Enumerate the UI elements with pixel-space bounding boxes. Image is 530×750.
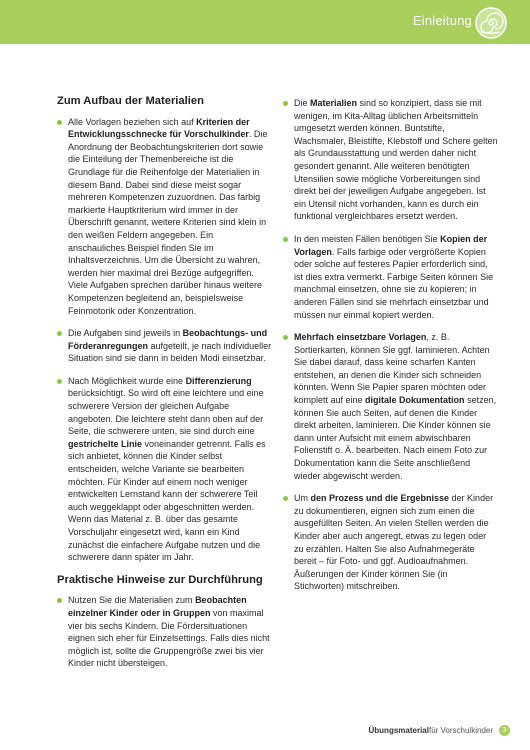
chapter-tab bbox=[390, 0, 530, 44]
page-number: 3 bbox=[499, 725, 510, 736]
list-item: Um den Prozess und die Ergebnisse der Kinder zu dokumentieren, eignen sich zum einen die ausgefüllten Seiten. An vielen Stellen werden die Kinder aber auch angeregt, etwas zu legen oder zu erzählen. Halten Sie also Aufnahmegeräte bereit – für Foto- und ggf. Audioaufnahmen. Äußerungen der Kinder können Sie (in Stichworten) mitschreiben. bbox=[283, 492, 498, 593]
footer-title: für Vorschulkinder bbox=[428, 726, 493, 735]
footer-brand: Übungsmaterial bbox=[368, 726, 429, 735]
bullet-dot bbox=[283, 237, 288, 242]
right-column bbox=[283, 97, 498, 603]
page-footer bbox=[369, 725, 511, 736]
list-item: Die Aufgaben sind jeweils in Beobachtungs- und Förderanregungen aufgeteilt, je nach individueller Situation sind sie dann in beiden Modi einsetzbar. bbox=[57, 327, 272, 365]
list-item: Alle Vorlagen beziehen sich auf Kriterien der Entwicklungsschnecke für Vorschulkinder. Die Anordnung der Beobachtungskriterien dort sowie die Einteilung der Themenbereiche ist die Grundlage für die Reihenfolge der Materialien in diesem Band. Dabei sind diese meist sogar mehreren Kompetenzen zuzuordnen. Das farbig markierte Hauptkriterium wird immer in der Überschrift genannt, weitere Kriterien sind klein in den weißen Feldern angegeben. Ein anschauliches Beispiel finden Sie im Inhaltsverzeichnis. Um die Übersicht zu wahren, werden hier maximal drei Bezüge aufgegriffen. Viele Aufgaben sprechen darüber hinaus weitere Kompetenzen begleitend an, beispielsweise Feinmotorik oder Konzentration. bbox=[57, 116, 272, 318]
snail-icon bbox=[474, 6, 508, 40]
bullet-dot bbox=[283, 101, 288, 106]
section-title-hinweise: Praktische Hinweise zur Durchführung bbox=[57, 573, 263, 586]
list-item: Nach Möglichkeit wurde eine Differenzierung berücksichtigt. So wird oft eine leichtere und eine schwerere Version der gleichen Aufgabe angeboten. Die leichtere steht dann oben auf der Seite, die schwerere unten, sie sind durch eine gestrichelte Linie voneinander getrennt. Falls es sich anbietet, können die Kinder selbst entscheiden, welche Variante sie bearbeiten möchten. Für Kinder auf einem noch weniger entwickelten Lernstand kann der schwerere Teil auch weggeklappt oder abgeschnitten werden. Wenn das Material z. B. über das gesamte Vorschuljahr eingesetzt wird, kann ein Kind zunächst die einfachere Aufgabe nutzen und die schwerere dann später im Jahr. bbox=[57, 375, 272, 564]
list-item: Die Materialien sind so konzipiert, dass sie mit wenigen, im Kita-Alltag üblichen Arbeitsmitteln umgesetzt werden können. Buntstifte, Wachsmaler, Bleistifte, Klebstoff und Schere gelten als Grundausstattung und werden daher nicht gesondert genannt. Alle weiteren benötigten Utensilien sowie mögliche Vorbereitungen sind direkt bei der jeweiligen Aufgabe angegeben. Ist ein Utensil nicht vorhanden, kann es durch ein funktional vergleichbares ersetzt werden. bbox=[283, 97, 498, 223]
bullet-dot bbox=[57, 120, 62, 125]
list-item: Mehrfach einsetzbare Vorlagen, z. B. Sortierkarten, können Sie ggf. laminieren. Achten Sie dabei darauf, dass keine scharfen Kanten entstehen, an denen die Kinder sich schneiden könnten. Wenn Sie Papier sparen möchten oder komplett auf eine digitale Dokumentation setzen, können Sie auch Seiten, auf denen die Kinder direkt arbeiten, laminieren. Die Kinder können sie dann unter Aufsicht mit einem abwischbaren Folienstift o. Ä. bearbeiten. Nach einem Foto zur Dokumentation kann die Seite anschließend wieder abgewischt werden. bbox=[283, 331, 498, 482]
bullet-dot bbox=[57, 331, 62, 336]
chapter-tab-label: Einleitung bbox=[412, 13, 472, 28]
list-item: In den meisten Fällen benötigen Sie Kopien der Vorlagen. Falls farbige oder vergrößerte Kopien oder solche auf festeres Papier erforderlich sind, ist dies extra vermerkt. Farbige Seiten können Sie manchmal einsetzen, ohne sie zu kopieren; in anderen Fällen sind sie mehrfach einsetzbar und müssen nur einmal kopiert werden. bbox=[283, 233, 498, 321]
bullet-dot bbox=[283, 335, 288, 340]
bullet-dot bbox=[283, 496, 288, 501]
section-title-aufbau: Zum Aufbau der Materialien bbox=[57, 95, 204, 107]
list-item: Nutzen Sie die Materialien zum Beobachten einzelner Kinder oder in Gruppen von maximal vier bis sechs Kindern. Die Fördersituationen eignen sich eher für Einzelsettings. Falls dies nicht möglich ist, sollte die Gruppengröße zwei bis vier Kinder nicht übersteigen. bbox=[57, 594, 272, 670]
bullet-dot bbox=[57, 598, 62, 603]
left-column bbox=[57, 95, 272, 680]
bullet-dot bbox=[57, 379, 62, 384]
